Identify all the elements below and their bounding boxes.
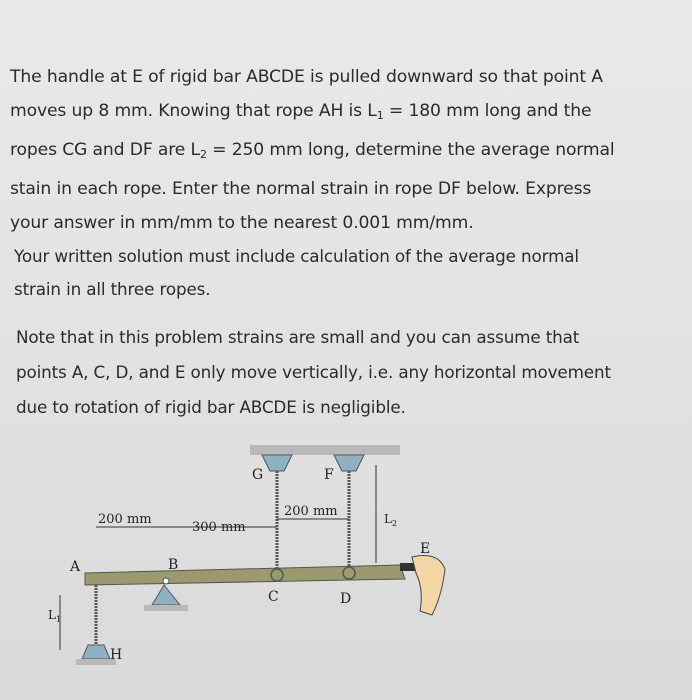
hand-icon <box>412 556 445 616</box>
label-e: E <box>420 541 431 557</box>
pin-b <box>163 578 169 584</box>
label-c: C <box>268 589 279 605</box>
label-l2: $L_2$ <box>384 512 398 528</box>
support-base-b <box>144 605 188 611</box>
rigid-bar <box>85 565 405 585</box>
problem-paragraph-1 <box>10 60 680 240</box>
dim-cd: 200 mm <box>284 504 338 519</box>
ceiling-support <box>250 445 400 455</box>
bracket-g <box>262 455 292 471</box>
text-line: Note that in this problem strains are small and you can assume that <box>16 327 580 347</box>
anchor-h <box>82 645 110 659</box>
rigid-bar-diagram <box>40 445 460 695</box>
label-g: G <box>252 467 264 483</box>
text-line: your answer in mm/mm to the nearest 0.001 mm/mm. <box>10 213 474 233</box>
label-a: A <box>70 559 81 575</box>
label-b: B <box>168 557 179 573</box>
problem-paragraph-2 <box>14 240 684 306</box>
bracket-f <box>334 455 364 471</box>
label-l1: $L_1$ <box>48 608 62 624</box>
text-line: moves up 8 mm. Knowing that rope AH is $L_1 = 180$ mm long and the <box>10 101 592 122</box>
text-line: stain in each rope. Enter the normal strain in rope DF below. Express <box>10 179 592 199</box>
text-line: The handle at E of rigid bar ABCDE is pulled downward so that point A <box>10 67 603 87</box>
dim-ab: 200 mm <box>98 512 152 527</box>
text-line: Your written solution must include calculation of the average normal <box>14 246 579 266</box>
problem-paragraph-3 <box>16 320 686 425</box>
text-line: due to rotation of rigid bar ABCDE is negligible. <box>16 397 406 417</box>
text-line: strain in all three ropes. <box>14 279 211 299</box>
pin-support-b <box>152 585 180 605</box>
label-h: H <box>110 647 123 663</box>
dim-bc: 300 mm <box>192 520 246 535</box>
text-line: ropes CG and DF are $L_2 = 250$ mm long, determine the average normal <box>10 140 615 161</box>
label-f: F <box>324 467 334 483</box>
label-d: D <box>340 591 352 607</box>
text-line: points A, C, D, and E only move vertically, i.e. any horizontal movement <box>16 362 611 382</box>
